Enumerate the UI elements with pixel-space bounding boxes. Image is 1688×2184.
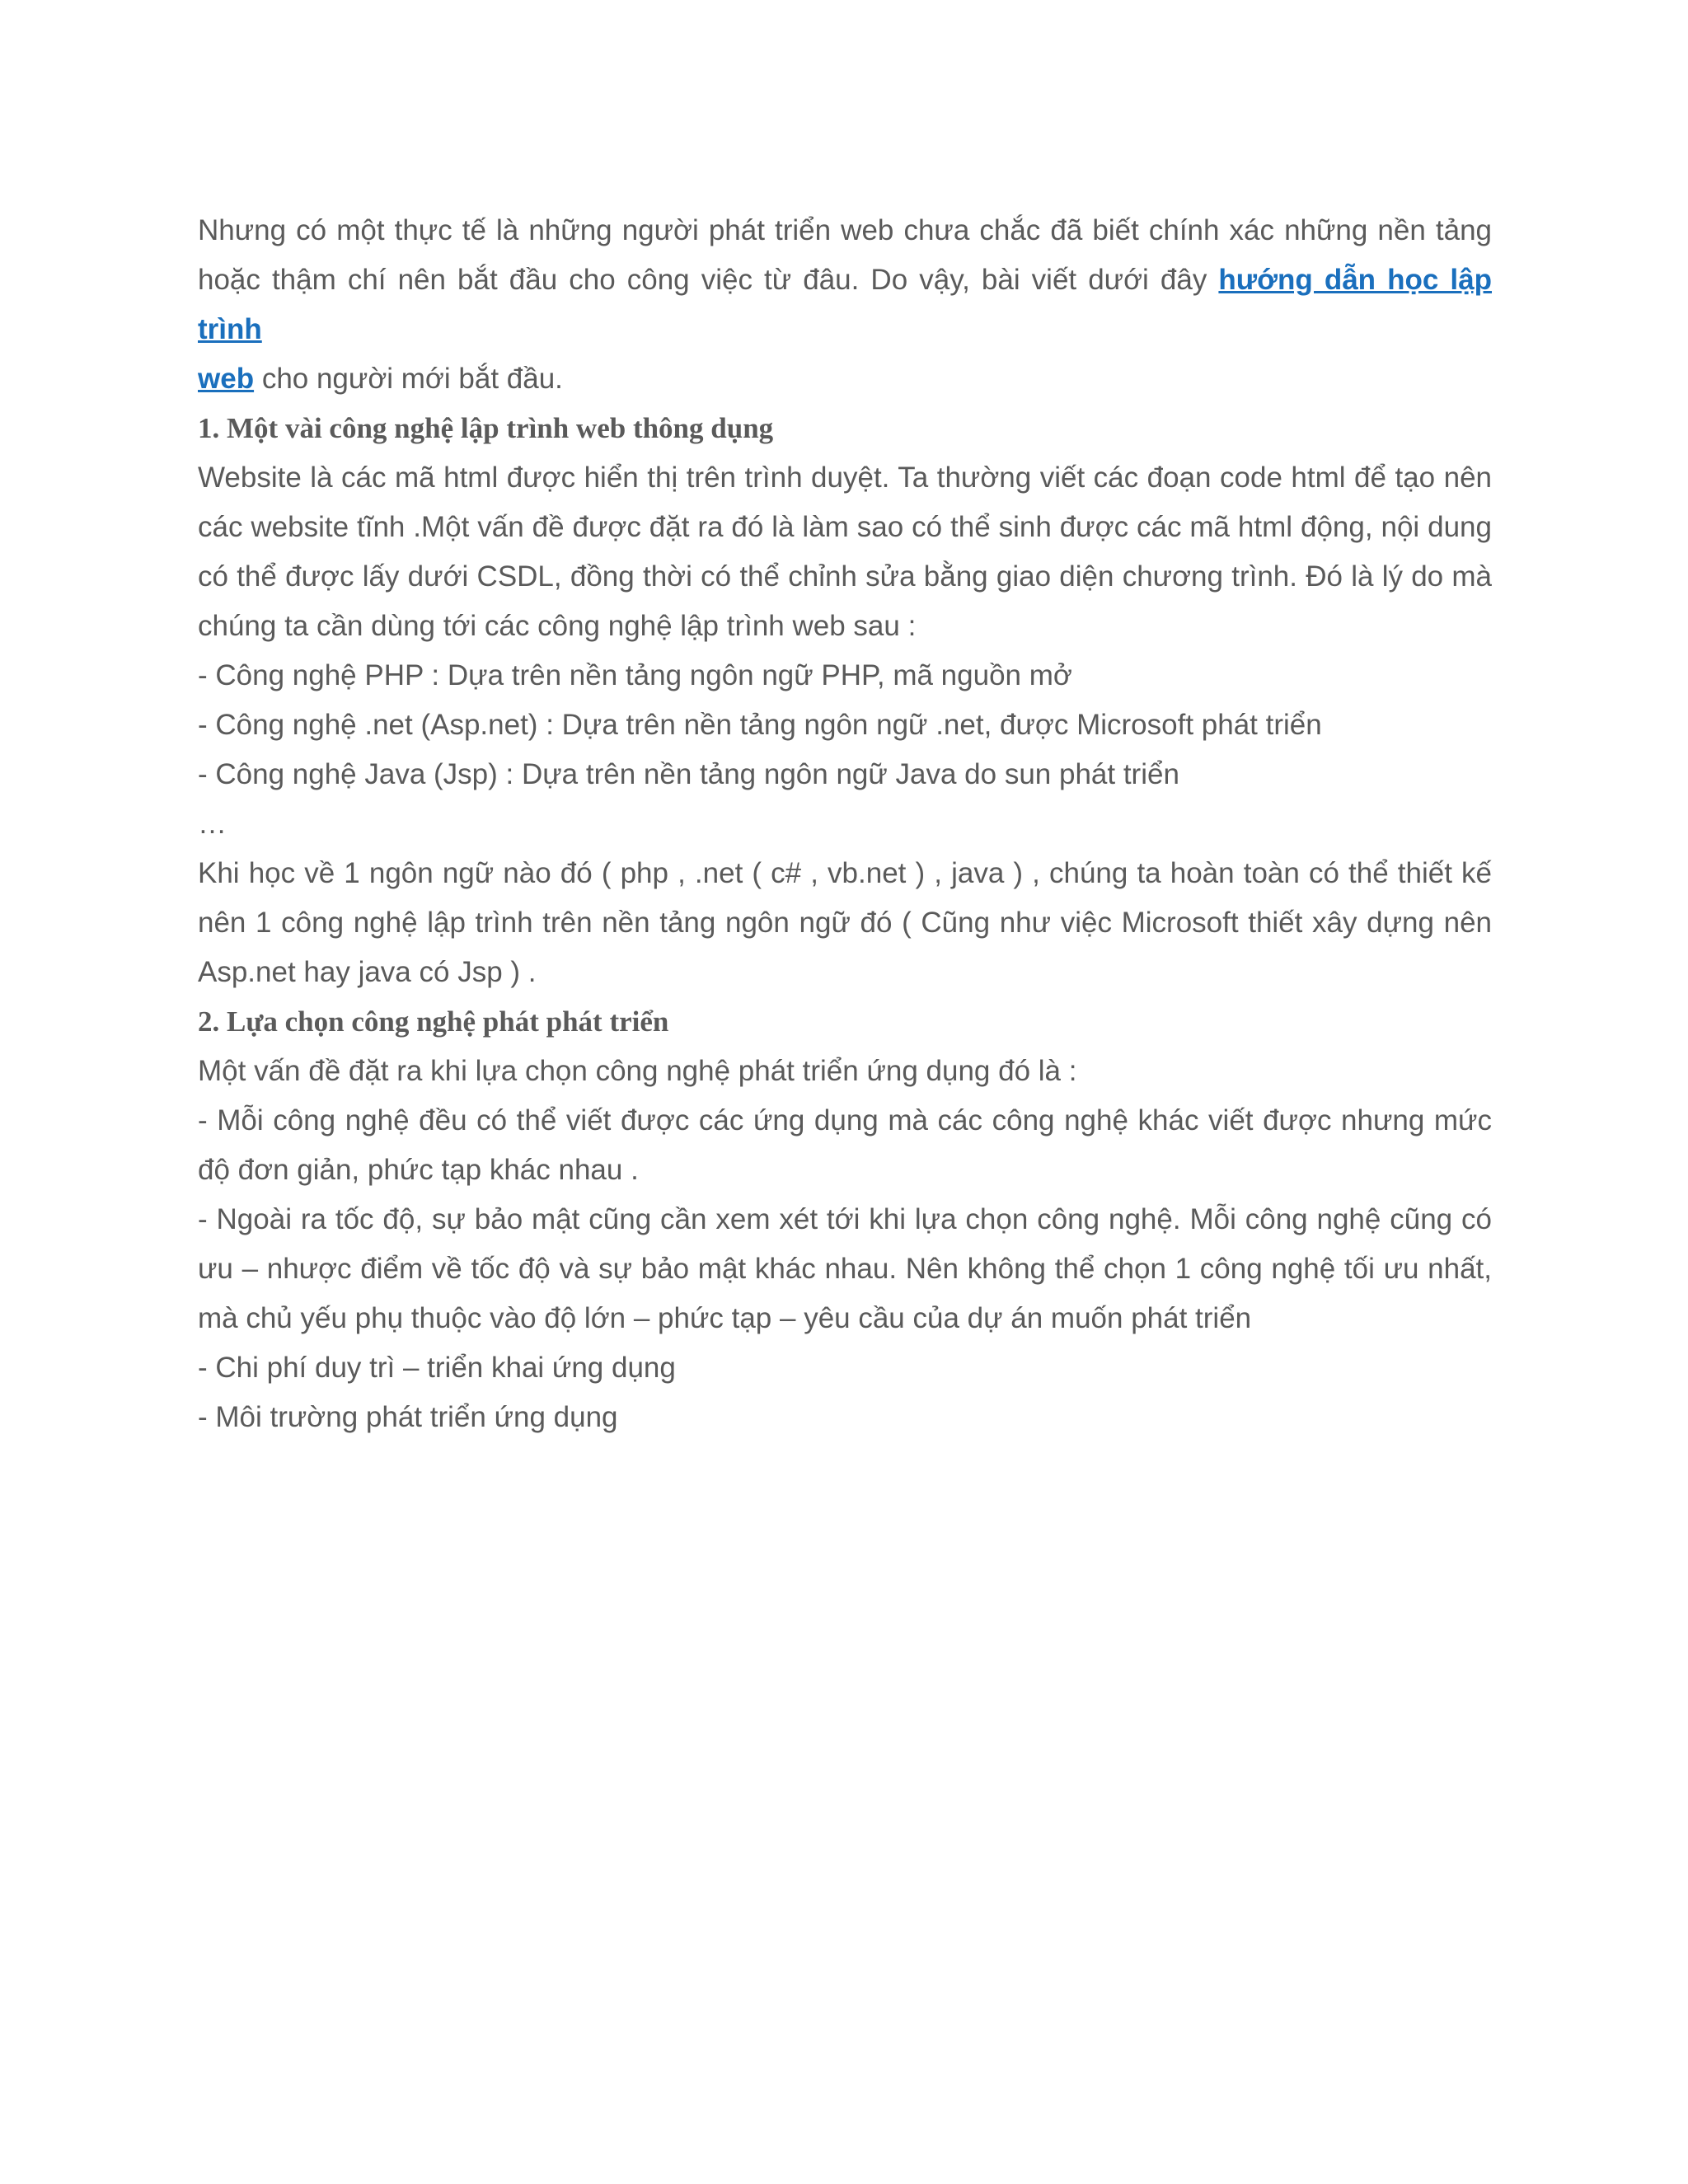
bullet-1-line-1: - Mỗi công nghệ đều có thể viết được các ứng dụng mà các công nghệ khác viết được nhưng mức — [198, 1104, 1492, 1137]
list-item: - Công nghệ Java (Jsp) : Dựa trên nền tảng ngôn ngữ Java do sun phát triển — [198, 758, 1179, 790]
intro-line-2-text: hoặc thậm chí nên bắt đầu cho công việc từ đâu. Do vậy, bài viết dưới đây — [198, 264, 1207, 296]
closing-line-1: Khi học về 1 ngôn ngữ nào đó ( php , .net ( c# , vb.net ) , java ) , chúng ta hoàn toàn có thể thiết kế — [198, 857, 1492, 889]
intro-line-3-rest: cho người mới bắt đầu. — [261, 363, 563, 395]
intro-line-1: Nhưng có một thực tế là những người phát triển web chưa chắc đã biết chính xác những nền tảng — [198, 214, 1492, 246]
closing-line-2: nên 1 công nghệ lập trình trên nền tảng ngôn ngữ đó ( Cũng như việc Microsoft thiết xây dựng nên — [198, 907, 1492, 939]
section-1-heading: 1. Một vài công nghệ lập trình web thông dụng — [198, 412, 774, 444]
tutorial-link-part-1[interactable]: hướng dẫn học lập trình — [198, 264, 1492, 345]
section-1-closing-paragraph — [198, 849, 1492, 997]
bullet-4: - Môi trường phát triển ứng dụng — [198, 1401, 618, 1433]
bullet-1-line-2: độ đơn giản, phức tạp khác nhau . — [198, 1154, 639, 1186]
intro-line-3 — [198, 354, 1492, 404]
section-2-content — [198, 1047, 1492, 1442]
technology-list — [198, 651, 1492, 849]
ellipsis: … — [198, 808, 227, 840]
intro-line-2 — [198, 255, 1492, 354]
section-1-line-2: các website tĩnh .Một vấn đề được đặt ra đó là làm sao có thể sinh được các mã html động, nội dung — [198, 511, 1492, 543]
section-1-line-3: có thể được lấy dưới CSDL, đồng thời có thể chỉnh sửa bằng giao diện chương trình. Đó là lý do mà — [198, 560, 1492, 593]
section-1-paragraph — [198, 453, 1492, 651]
list-item: - Công nghệ .net (Asp.net) : Dựa trên nền tảng ngôn ngữ .net, được Microsoft phát triển — [198, 709, 1322, 741]
bullet-3: - Chi phí duy trì – triển khai ứng dụng — [198, 1352, 676, 1384]
section-2-heading: 2. Lựa chọn công nghệ phát phát triển — [198, 1005, 669, 1038]
closing-line-3: Asp.net hay java có Jsp ) . — [198, 956, 537, 988]
section-2-intro: Một vấn đề đặt ra khi lựa chọn công nghệ phát triển ứng dụng đó là : — [198, 1055, 1077, 1087]
intro-paragraph — [198, 206, 1492, 404]
bullet-2-line-2: ưu – nhược điểm về tốc độ và sự bảo mật khác nhau. Nên không thể chọn 1 công nghệ tối ưu nhất, — [198, 1253, 1492, 1285]
document-page — [198, 206, 1492, 1442]
bullet-2-line-3: mà chủ yếu phụ thuộc vào độ lớn – phức tạp – yêu cầu của dự án muốn phát triển — [198, 1302, 1252, 1334]
section-1-line-4: chúng ta cần dùng tới các công nghệ lập trình web sau : — [198, 610, 917, 642]
tutorial-link-part-2[interactable]: web — [198, 363, 255, 395]
section-1-line-1: Website là các mã html được hiển thị trên trình duyệt. Ta thường viết các đoạn code html để tạo nên — [198, 462, 1492, 494]
list-item: - Công nghệ PHP : Dựa trên nền tảng ngôn ngữ PHP, mã nguồn mở — [198, 659, 1072, 691]
bullet-2-line-1: - Ngoài ra tốc độ, sự bảo mật cũng cần xem xét tới khi lựa chọn công nghệ. Mỗi công nghệ cũng có — [198, 1203, 1492, 1235]
